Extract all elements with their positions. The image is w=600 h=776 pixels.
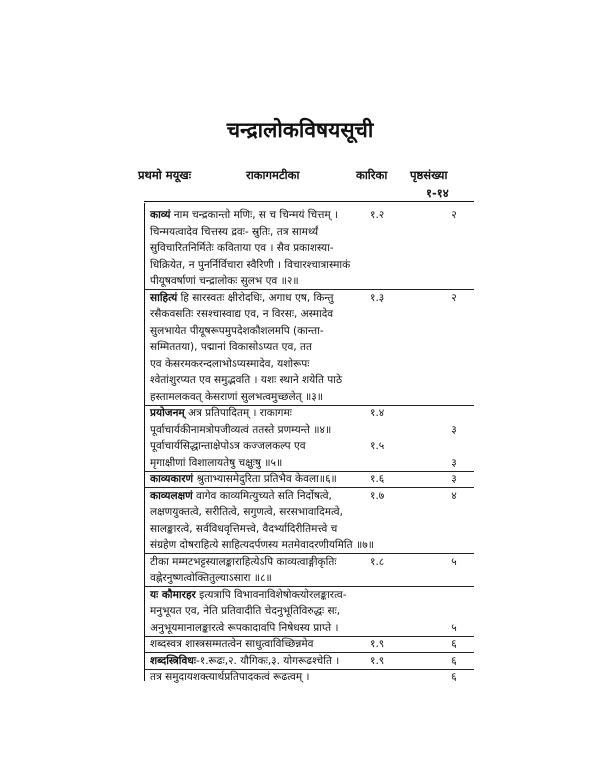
karika-number: १.५ bbox=[370, 440, 385, 452]
entry-body: पूर्वाचार्यसिद्धान्ताक्षेपोऽत्र कज्जलकल्प एव bbox=[150, 440, 306, 452]
page-number: ६ bbox=[451, 671, 457, 683]
entry-body: नाम चन्द्रकान्तो मणिः, स च चिन्मयं चित्तम् । bbox=[170, 209, 339, 221]
entry-text bbox=[150, 455, 282, 471]
page-number: २ bbox=[451, 292, 457, 304]
karika-number: १.३ bbox=[370, 292, 385, 304]
commentary-heading: राकागमटीका bbox=[246, 168, 300, 182]
entry-text bbox=[150, 488, 332, 504]
entry-keyword: काव्यं bbox=[150, 209, 171, 221]
page-number: ४ bbox=[451, 490, 457, 502]
entry-keyword: साहित्यं bbox=[150, 292, 178, 304]
entry-body: वागेव काव्यमित्युच्यते सति निर्दोषत्वे, bbox=[192, 490, 332, 502]
karika-number: १.४ bbox=[370, 407, 385, 419]
entry-body: हि सारस्वतः क्षीरोदधिः, अगाध एष, किन्तु bbox=[177, 292, 334, 304]
entry-text bbox=[150, 405, 292, 421]
page-number: ३ bbox=[451, 424, 457, 436]
karika-number: १.८ bbox=[370, 556, 385, 568]
entry-body: श्रुताभ्यासमेदुरिता प्रतिभैव केवला॥६॥ bbox=[193, 473, 337, 485]
page-number: ३ bbox=[451, 457, 457, 469]
page-number: २ bbox=[451, 209, 457, 221]
entry-text bbox=[150, 240, 334, 256]
entry-keyword: काव्यलक्षणं bbox=[150, 490, 193, 502]
entry-body: मनुभूयत एव, नेति प्रतिवादीति चेदनुभूतिविरुद्धः सः, bbox=[150, 605, 341, 617]
entry-text bbox=[150, 339, 312, 355]
entry-text bbox=[150, 257, 350, 273]
left-border bbox=[144, 203, 145, 681]
page-number: ६ bbox=[451, 638, 457, 650]
entry-text bbox=[150, 603, 340, 619]
page-number: ३ bbox=[451, 473, 457, 485]
entry-body: सालङ्कारत्वे, सर्वविधवृत्तिमत्त्वे, वैदर्भ्यादिरीतिमत्त्वे च bbox=[150, 523, 338, 535]
header-rule bbox=[144, 201, 474, 202]
entry-text bbox=[150, 422, 331, 438]
entry-text bbox=[150, 537, 374, 553]
page-number: ५ bbox=[451, 622, 457, 634]
entry-text bbox=[150, 471, 337, 487]
entry-body: संग्रहेण दोषराहित्ये साहित्यदर्पणस्य मतमेवादरणीयमिति ॥७॥ bbox=[150, 539, 375, 551]
entry-text bbox=[150, 521, 337, 537]
entry-text bbox=[150, 389, 323, 405]
entry-body: मृगाक्षीणां विशालायतेषु चक्षुःषु ॥५॥ bbox=[150, 457, 283, 469]
entry-text bbox=[150, 554, 336, 570]
page-title: चन्द्रालोकविषयसूची bbox=[226, 117, 374, 142]
entry-text bbox=[150, 636, 314, 652]
entry-text bbox=[150, 356, 309, 372]
entry-body: -१.रूढः,२. यौगिकः,३. योगरूढश्चेति । bbox=[195, 655, 340, 667]
entry-text bbox=[150, 653, 339, 669]
entry-body: सुविचारितनिर्मितेः कविताया एव । सैव प्रकाशस्या- bbox=[150, 242, 334, 254]
page-number: ५ bbox=[451, 556, 457, 568]
entry-body: पूर्वाचार्यकीनामत्रोपजीव्यत्वं ततस्ते प्रणम्यन्ते ॥४॥ bbox=[150, 424, 332, 436]
entry-body: सम्मिततया), पद्मानां विकासोऽप्यत एव, तत bbox=[150, 341, 312, 353]
entry-keyword: प्रयोजनम् bbox=[150, 407, 185, 419]
karika-heading: कारिका bbox=[356, 168, 388, 182]
entry-text bbox=[150, 323, 324, 339]
page-range: १-१४ bbox=[426, 186, 449, 200]
entry-text bbox=[150, 207, 338, 223]
entry-text bbox=[150, 620, 338, 636]
entry-body: शब्दस्वत्र शास्त्रसम्मतत्वेन साधुत्वाविच्छिन्नमेव bbox=[150, 638, 314, 650]
entry-body: रसैकवसतिः रसश्चास्वाद्य एव, न विरसः, अस्मादेव bbox=[150, 308, 334, 320]
karika-number: १.७ bbox=[370, 490, 385, 502]
karika-number: १.९ bbox=[370, 655, 385, 667]
entry-text bbox=[150, 290, 334, 306]
entry-text bbox=[150, 570, 272, 586]
entry-body: चिन्मयत्वादेव चित्तस्य द्रवः- स्रुतिः, तत्र सामर्थ्यं bbox=[150, 226, 319, 238]
entry-text bbox=[150, 669, 309, 685]
page-number: ६ bbox=[451, 655, 457, 667]
entry-body: अनुभूयमानालङ्कारत्वे रूपकादावपि निषेधस्य प्राप्ते । bbox=[150, 622, 339, 634]
entry-body: एव केसरमकरन्दलाभोऽप्यस्मादेव, यशोरूपः bbox=[150, 358, 310, 370]
entry-text bbox=[150, 587, 347, 603]
entry-body: लक्षणयुक्तत्वे, सरीतित्वे, सगुणत्वे, सरसभावादिमत्वे, bbox=[150, 506, 343, 518]
entry-text bbox=[150, 504, 343, 520]
karika-number: १.२ bbox=[370, 209, 385, 221]
chapter-heading: प्रथमो मयूखः bbox=[138, 168, 192, 182]
entry-body: टीका मम्मटभट्टस्यालङ्काराहित्येऽपि काव्यत्वाङ्गीकृतिः bbox=[150, 556, 337, 568]
entry-body: अत्र प्रतिपादितम् । राकागमः bbox=[184, 407, 292, 419]
page-number-heading: पृष्ठसंख्या bbox=[410, 168, 448, 182]
entry-body: धिक्रियेत, न पुनर्निर्विचारा स्वैरिणी । विचारश्चात्रास्माकं bbox=[150, 259, 351, 271]
karika-number: १.९ bbox=[370, 638, 385, 650]
entry-text bbox=[150, 224, 318, 240]
entry-text bbox=[150, 273, 299, 289]
entry-body: पीयूषवर्षाणां चन्द्रालोकः सुलभ एव ॥२॥ bbox=[150, 275, 299, 287]
entry-body: सुलभायेत पीयूषरूपमुपदेशकौशलमपि (कान्ता- bbox=[150, 325, 324, 337]
entry-keyword: यः कौमारहर bbox=[150, 589, 196, 601]
entry-text bbox=[150, 306, 333, 322]
entry-keyword: शब्दस्त्रिविधः bbox=[150, 655, 196, 667]
entry-body: हस्तामलकवत् केसराणां सुलभत्वमुच्छलेत् ॥३॥ bbox=[150, 391, 324, 403]
entry-keyword: काव्यकारणं bbox=[150, 473, 194, 485]
entry-body: इत्यत्रापि विभावनाविशेषोक्त्योरलङ्कारत्व- bbox=[195, 589, 347, 601]
entry-body: वह्नेरनुष्णत्वोक्तितुल्याऽसारा ॥८॥ bbox=[150, 572, 272, 584]
entry-text bbox=[150, 372, 342, 388]
entry-body: तत्र समुदायशक्त्यार्थप्रतिपादकत्वं रूढत्वम् । bbox=[150, 671, 310, 683]
entry-text bbox=[150, 438, 306, 454]
karika-number: १.६ bbox=[370, 473, 385, 485]
entry-body: श्वेतांशुरप्यत एव समुद्भवति । यशः स्थाने शयेति पाठे bbox=[150, 374, 343, 386]
